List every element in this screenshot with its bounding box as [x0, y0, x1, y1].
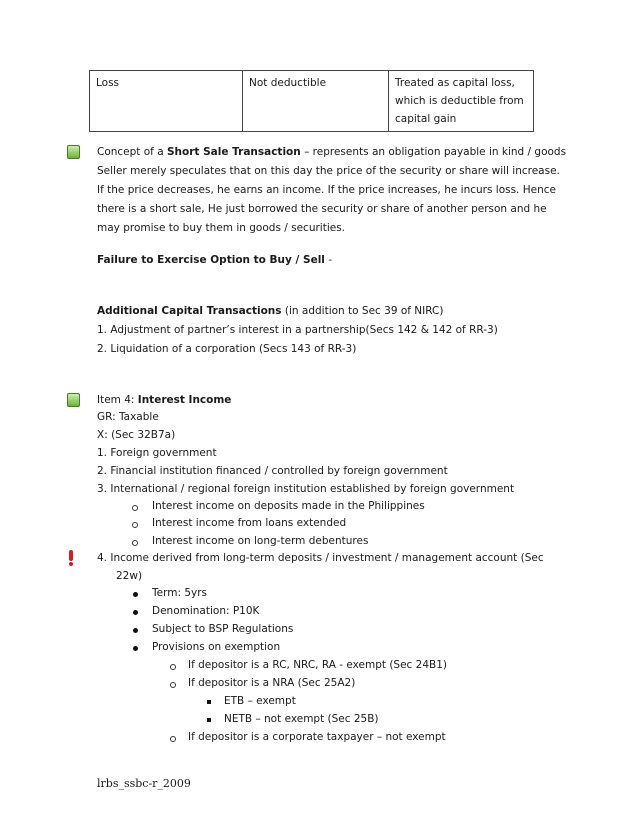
short-sale-heading [97, 146, 566, 158]
provision-item: If depositor is a RC, NRC, RA - exempt (Sec 24B1) [188, 659, 448, 671]
disc-bullet [133, 592, 138, 597]
disc-bullet [133, 610, 138, 615]
short-sale-line: Seller merely speculates that on this day the price of the security or share will increase. [97, 165, 560, 177]
text: Concept of a [97, 146, 167, 158]
text: – represents an obligation payable in kind / goods [300, 146, 567, 158]
sub-list-item: Interest income from loans extended [152, 517, 347, 529]
item4-bold: Interest Income [137, 394, 232, 406]
list-item: 2. Financial institution financed / controlled by foreign government [97, 465, 448, 477]
list-item: 1. Adjustment of partner’s interest in a partnership(Secs 142 & 142 of RR-3) [97, 324, 498, 336]
circle-bullet [170, 664, 176, 670]
list-item: 1. Foreign government [97, 447, 217, 459]
sub-list-item: Interest income on deposits made in the Philippines [152, 500, 425, 512]
bullet-item: Term: 5yrs [152, 587, 208, 599]
bullet-item: Provisions on exemption [152, 641, 281, 653]
provision-item: If depositor is a corporate taxpayer – not exempt [188, 731, 446, 743]
failure-heading [97, 254, 332, 266]
short-sale-line: there is a short sale, He just borrowed the security or share of another person and he [97, 203, 547, 215]
exception: X: (Sec 32B7a) [97, 429, 176, 441]
short-sale-bold: Short Sale Transaction [167, 146, 301, 158]
text: Item 4: [97, 394, 138, 406]
loss-table [89, 70, 534, 132]
list-item: 3. International / regional foreign institution established by foreign government [97, 483, 515, 495]
disc-bullet [133, 628, 138, 633]
item4-heading [97, 394, 231, 406]
short-sale-line: may promise to buy them in goods / securities. [97, 222, 346, 234]
short-sale-line: If the price decreases, he earns an income. If the price increases, he incurs loss. Hence [97, 184, 556, 196]
text: - [324, 254, 333, 266]
square-bullet [207, 718, 211, 722]
general-rule: GR: Taxable [97, 411, 159, 423]
failure-bold: Failure to Exercise Option to Buy / Sell [97, 254, 325, 266]
circle-bullet [170, 736, 176, 742]
sub-list-item: Interest income on long-term debentures [152, 535, 369, 547]
square-bullet [207, 700, 211, 704]
exclamation-icon [68, 550, 74, 566]
bullet-item: Subject to BSP Regulations [152, 623, 294, 635]
note-icon [67, 145, 80, 159]
list-item: 4. Income derived from long-term deposits / investment / management account (Sec [97, 552, 544, 564]
circle-bullet [132, 540, 138, 546]
provision-item: If depositor is a NRA (Sec 25A2) [188, 677, 356, 689]
table-cell-not-deductible: Not deductible [243, 71, 389, 132]
disc-bullet [133, 646, 138, 651]
text: (in addition to Sec 39 of NIRC) [281, 305, 444, 317]
table-cell-line: capital gain [395, 113, 457, 125]
additional-heading [97, 305, 443, 317]
page-footer: lrbs_ssbc-r_2009 [97, 777, 191, 790]
table-cell-line: which is deductible from [395, 95, 524, 107]
circle-bullet [132, 522, 138, 528]
circle-bullet [132, 505, 138, 511]
table-cell-line: Treated as capital loss, [395, 77, 515, 89]
nra-item: ETB – exempt [224, 695, 296, 707]
list-item: 2. Liquidation of a corporation (Secs 143 of RR-3) [97, 343, 357, 355]
bullet-item: Denomination: P10K [152, 605, 260, 617]
nra-item: NETB – not exempt (Sec 25B) [224, 713, 379, 725]
note-icon [67, 393, 80, 407]
table-cell-treatment [389, 71, 534, 132]
additional-bold: Additional Capital Transactions [97, 305, 282, 317]
table-cell-loss: Loss [90, 71, 243, 132]
list-item-continuation: 22w) [116, 570, 143, 582]
circle-bullet [170, 682, 176, 688]
